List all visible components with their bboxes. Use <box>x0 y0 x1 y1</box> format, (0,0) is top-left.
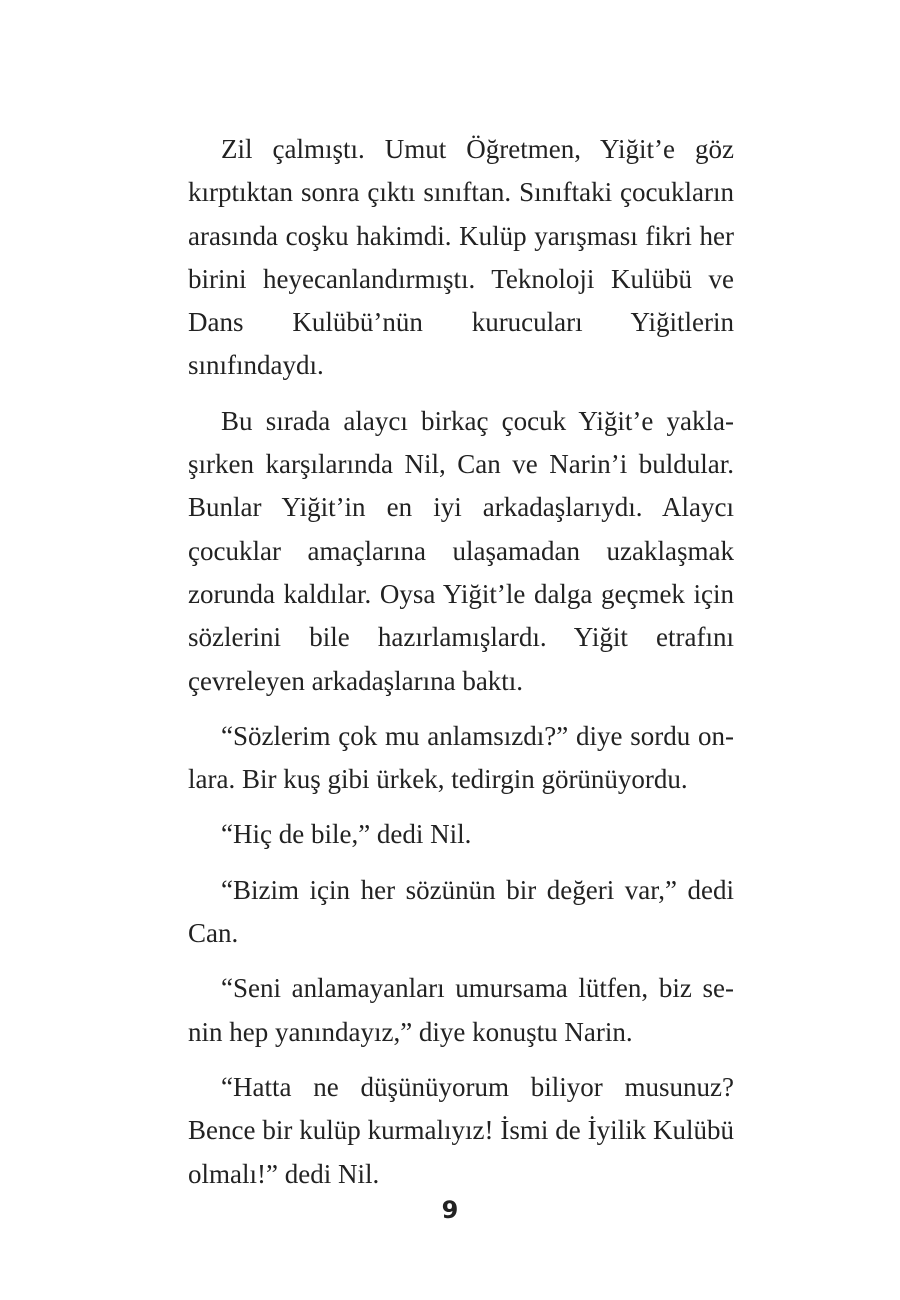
paragraph: “Bizim için her sözünün bir değeri var,” dedi Can. <box>188 874 734 949</box>
paragraph: Zil çalmıştı. Umut Öğretmen, Yiğit’e göz kırptıktan sonra çıktı sınıftan. Sınıftaki çocukların arasında coşku hakimdi. Kulüp yarışması fikri her birini heyecanlandırmıştı. Teknoloji Kulübü ve Dans Kulübü’nün kurucuları Yiğitlerin sınıfındaydı. <box>188 134 734 381</box>
page-number: 9 <box>441 1196 459 1224</box>
body-text <box>188 128 734 1208</box>
paragraph: “Seni anlamayanları umursama lütfen, biz senin hep yanındayız,” diye konuştu Narin. <box>188 973 734 1047</box>
paragraph: “Hatta ne düşünüyorum biliyor musunuz? Bence bir kulüp kurmalıyız! İsmi de İyilik Kulübü olmalı!” dedi Nil. <box>188 1071 734 1189</box>
paragraph: “Sözlerim çok mu anlamsızdı?” diye sordu onlara. Bir kuş gibi ürkek, tedirgin görünüyordu. <box>188 720 734 795</box>
paragraph: Bu sırada alaycı birkaç çocuk Yiğit’e yaklaşırken karşılarında Nil, Can ve Narin’i buldular. Bunlar Yiğit’in en iyi arkadaşlarıydı. Alaycı çocuklar amaçlarına ulaşamadan uzaklaşmak zorunda kaldılar. Oysa Yiğit’le dalga geçmek için sözlerini bile hazırlamışlardı. Yiğit etrafını çevreleyen arkadaşlarına baktı. <box>188 405 734 696</box>
paragraph: “Hiç de bile,” dedi Nil. <box>221 819 472 850</box>
